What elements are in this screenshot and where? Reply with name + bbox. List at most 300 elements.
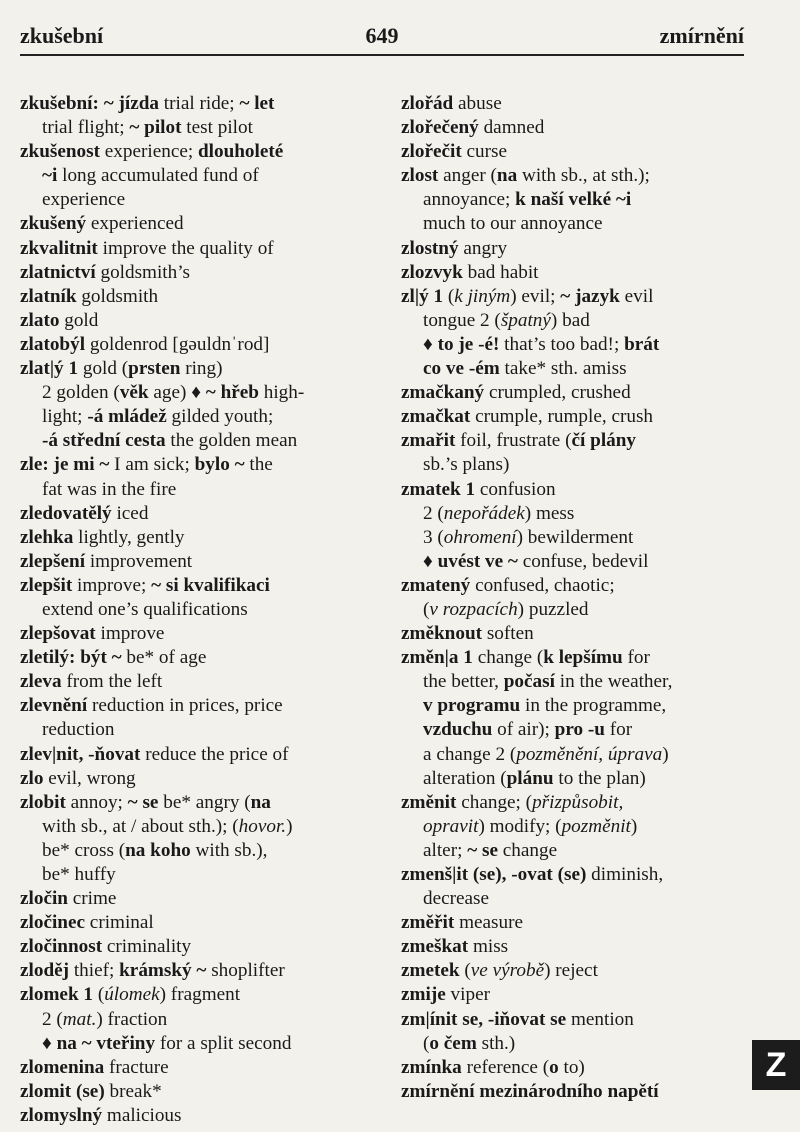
headword-text: krámský ~ bbox=[119, 960, 207, 982]
entry-continuation-line bbox=[20, 478, 368, 502]
definition-text: decrease bbox=[423, 888, 490, 910]
entry-line bbox=[401, 646, 749, 670]
page-number: 649 bbox=[365, 23, 399, 48]
label-text: ve výrobě bbox=[470, 960, 545, 982]
definition-text: trial flight; bbox=[42, 117, 130, 139]
entry-line bbox=[20, 526, 368, 550]
definition-text: confusion bbox=[475, 478, 556, 500]
entry-line bbox=[401, 574, 749, 598]
headword-text: zlo bbox=[20, 767, 44, 789]
headword-text: zmeškat bbox=[401, 936, 469, 958]
headword-text: zkušený bbox=[20, 213, 87, 235]
definition-text: ( bbox=[423, 1032, 430, 1054]
entry-continuation-line bbox=[401, 670, 749, 694]
definition-text: goldsmith bbox=[76, 285, 159, 307]
definition-text: crime bbox=[67, 888, 117, 910]
definition-text: evil bbox=[619, 285, 654, 307]
entry-continuation-line bbox=[401, 212, 749, 236]
definition-text: sth.) bbox=[476, 1032, 516, 1054]
headword-text: zlomit (se) bbox=[20, 1080, 105, 1102]
headword-text: zkušenost bbox=[20, 141, 100, 163]
entry-line bbox=[20, 935, 368, 959]
headword-text: zločin bbox=[20, 888, 68, 910]
entry-continuation-line bbox=[401, 598, 749, 622]
entry-line bbox=[401, 1080, 749, 1104]
entry-continuation-line bbox=[20, 188, 368, 212]
headword-text: ~ pilot bbox=[129, 117, 182, 139]
entry-line bbox=[20, 767, 368, 791]
definition-text: ) fragment bbox=[159, 984, 241, 1006]
definition-text: ( bbox=[459, 960, 471, 982]
header-rule bbox=[20, 54, 744, 56]
headword-text: zmije bbox=[401, 984, 446, 1006]
headword-text: zločinec bbox=[20, 912, 85, 934]
label-text: opravit bbox=[423, 815, 479, 837]
headword-text: zle: je mi ~ bbox=[20, 454, 110, 476]
definition-text: long accumulated fund of bbox=[57, 165, 259, 187]
definition-text: fat was in the fire bbox=[42, 478, 177, 500]
definition-text: ) bewilderment bbox=[516, 526, 634, 548]
headword-text: zmetek bbox=[401, 960, 460, 982]
entry-continuation-line bbox=[20, 116, 368, 140]
definition-text: anger ( bbox=[438, 165, 497, 187]
entry-line bbox=[401, 1008, 749, 1032]
label-text: mat. bbox=[62, 1008, 97, 1030]
definition-text: confused, chaotic; bbox=[470, 574, 615, 596]
definition-text: be* angry ( bbox=[158, 791, 251, 813]
label-text: pozměnit bbox=[561, 815, 631, 837]
entry-continuation-line bbox=[401, 743, 749, 767]
headword-text: zlořečený bbox=[401, 117, 479, 139]
definition-text: crumpled, crushed bbox=[484, 382, 631, 404]
entry-line bbox=[401, 92, 749, 116]
definition-text: experience; bbox=[99, 141, 198, 163]
definition-text: crumple, rumple, crush bbox=[470, 406, 654, 428]
definition-text: improve; bbox=[72, 574, 152, 596]
definition-text: from the left bbox=[61, 671, 163, 693]
headword-text: bylo ~ bbox=[194, 454, 245, 476]
headword-text: zmínka bbox=[401, 1056, 462, 1078]
headword-text: zmařit bbox=[401, 430, 456, 452]
headword-text: na bbox=[250, 791, 271, 813]
entry-continuation-line bbox=[20, 839, 368, 863]
definition-text: soften bbox=[482, 623, 534, 645]
entry-line bbox=[401, 478, 749, 502]
entry-line bbox=[401, 622, 749, 646]
headword-text: plánu bbox=[506, 767, 554, 789]
header-guide-word-right: zmírnění bbox=[659, 23, 744, 48]
headword-text: zleva bbox=[20, 671, 62, 693]
definition-text: test pilot bbox=[181, 117, 253, 139]
definition-text: in the weather, bbox=[554, 671, 673, 693]
headword-text: zmírnění mezinárodního napětí bbox=[401, 1080, 659, 1102]
entry-continuation-line bbox=[20, 381, 368, 405]
entry-line bbox=[401, 261, 749, 285]
headword-text: zlatník bbox=[20, 285, 77, 307]
entry-line bbox=[401, 911, 749, 935]
entry-continuation-line bbox=[401, 550, 749, 574]
entry-continuation-line bbox=[20, 1008, 368, 1032]
entry-continuation-line bbox=[401, 767, 749, 791]
entry-line bbox=[20, 502, 368, 526]
entry-continuation-line bbox=[401, 453, 749, 477]
headword-text: změn|a 1 bbox=[401, 647, 473, 669]
headword-text: -á střední cesta bbox=[42, 430, 166, 452]
headword-text: ~ let bbox=[239, 93, 275, 114]
definition-text: ♦ bbox=[42, 1032, 57, 1054]
left-column bbox=[20, 92, 368, 1128]
definition-text: bad habit bbox=[462, 261, 539, 283]
headword-text: počasí bbox=[503, 671, 555, 693]
entry-continuation-line bbox=[401, 815, 749, 839]
definition-text: annoyance; bbox=[423, 189, 516, 211]
definition-text: to) bbox=[558, 1056, 585, 1078]
headword-text: ~ hřeb bbox=[205, 382, 259, 404]
entry-line bbox=[20, 670, 368, 694]
headword-text: zlomyslný bbox=[20, 1104, 103, 1126]
definition-text: ) modify; ( bbox=[478, 815, 562, 837]
entry-line bbox=[20, 357, 368, 381]
entry-continuation-line bbox=[401, 188, 749, 212]
definition-text: fracture bbox=[104, 1056, 169, 1078]
definition-text: viper bbox=[445, 984, 490, 1006]
headword-text: to je -é! bbox=[437, 333, 500, 355]
definition-text: ring) bbox=[180, 358, 223, 380]
definition-text: gold ( bbox=[78, 358, 129, 380]
headword-text: zlepšení bbox=[20, 550, 86, 572]
headword-text: zm|ínit se, -iňovat se bbox=[401, 1008, 567, 1030]
definition-text: improvement bbox=[85, 550, 193, 572]
definition-text: that’s too bad!; bbox=[499, 333, 625, 355]
definition-text: ) reject bbox=[544, 960, 598, 982]
headword-text: na ~ vteřiny bbox=[56, 1032, 156, 1054]
headword-text: zmačkat bbox=[401, 406, 471, 428]
headword-text: ~ se bbox=[127, 791, 159, 813]
entry-line bbox=[20, 550, 368, 574]
definition-text: for bbox=[622, 647, 650, 669]
definition-text: reduction in prices, price bbox=[87, 695, 283, 717]
definition-text: to the plan) bbox=[553, 767, 646, 789]
headword-text: zlato bbox=[20, 309, 60, 331]
definition-text: alter; bbox=[423, 839, 468, 861]
page-header bbox=[20, 22, 744, 54]
definition-text: change; ( bbox=[456, 791, 533, 813]
headword-text: k naší velké ~i bbox=[515, 189, 632, 211]
headword-text: zkvalitnit bbox=[20, 237, 98, 259]
entry-continuation-line bbox=[401, 718, 749, 742]
entry-line bbox=[401, 863, 749, 887]
headword-text: změknout bbox=[401, 623, 483, 645]
headword-text: zmenš|it (se), -ovat (se) bbox=[401, 864, 587, 885]
entry-line bbox=[20, 1080, 368, 1104]
headword-text: pro -u bbox=[554, 719, 605, 741]
header-guide-word-left: zkušební bbox=[20, 23, 104, 48]
headword-text: zl|ý 1 bbox=[401, 285, 444, 307]
entry-line bbox=[20, 237, 368, 261]
definition-text: tongue 2 ( bbox=[423, 309, 501, 331]
entry-line bbox=[401, 405, 749, 429]
definition-text: abuse bbox=[453, 93, 502, 114]
entry-line bbox=[20, 983, 368, 1007]
definition-text: much to our annoyance bbox=[423, 213, 603, 235]
definition-text: improve bbox=[95, 623, 165, 645]
headword-text: zlomek 1 bbox=[20, 984, 94, 1006]
entry-continuation-line bbox=[20, 1032, 368, 1056]
definition-text: be* huffy bbox=[42, 864, 116, 885]
headword-text: k lepšímu bbox=[543, 647, 623, 669]
entry-continuation-line bbox=[401, 309, 749, 333]
definition-text: ( bbox=[423, 598, 430, 620]
definition-text: diminish, bbox=[586, 864, 664, 885]
label-text: nepořádek bbox=[443, 502, 525, 524]
definition-text: reduce the price of bbox=[140, 743, 289, 765]
headword-text: ~i bbox=[42, 165, 58, 187]
definition-text: trial ride; bbox=[158, 93, 240, 114]
headword-text: zlevnění bbox=[20, 695, 88, 717]
definition-text: ♦ bbox=[423, 550, 438, 572]
entry-continuation-line bbox=[20, 815, 368, 839]
entry-line bbox=[20, 646, 368, 670]
entry-continuation-line bbox=[401, 502, 749, 526]
definition-text: be* cross ( bbox=[42, 839, 126, 861]
label-text: hovor. bbox=[238, 815, 287, 837]
headword-text: na bbox=[496, 165, 518, 187]
definition-text: in the programme, bbox=[520, 695, 667, 717]
label-text: úlomek bbox=[104, 984, 160, 1006]
definition-text: ) bbox=[630, 815, 638, 837]
entry-continuation-line bbox=[401, 887, 749, 911]
headword-text: ~ se bbox=[467, 839, 498, 861]
headword-text: věk bbox=[119, 382, 149, 404]
headword-text: ~ jazyk bbox=[560, 285, 620, 307]
entry-line bbox=[20, 453, 368, 477]
entry-line bbox=[20, 887, 368, 911]
entry-line bbox=[401, 381, 749, 405]
definition-text: miss bbox=[468, 936, 509, 958]
entry-continuation-line bbox=[20, 718, 368, 742]
headword-text: o čem bbox=[429, 1032, 477, 1054]
entry-line bbox=[20, 140, 368, 164]
entry-line bbox=[401, 140, 749, 164]
definition-text: ) bbox=[662, 743, 669, 765]
definition-text: criminality bbox=[102, 936, 192, 958]
headword-text: zmatek 1 bbox=[401, 478, 476, 500]
entry-continuation-line bbox=[20, 429, 368, 453]
headword-text: čí plány bbox=[571, 430, 637, 452]
entry-line bbox=[20, 309, 368, 333]
entry-line bbox=[20, 333, 368, 357]
entry-line bbox=[20, 743, 368, 767]
definition-text: ) evil; bbox=[510, 285, 561, 307]
definition-text: confuse, bedevil bbox=[517, 550, 649, 572]
definition-text: the better, bbox=[423, 671, 504, 693]
headword-text: změnit bbox=[401, 791, 457, 813]
definition-text: gilded youth; bbox=[166, 406, 274, 428]
entry-continuation-line bbox=[401, 333, 749, 357]
definition-text: alteration ( bbox=[423, 767, 507, 789]
headword-text: zmačkaný bbox=[401, 382, 485, 404]
entry-line bbox=[20, 694, 368, 718]
headword-text: uvést ve ~ bbox=[437, 550, 518, 572]
entry-line bbox=[401, 935, 749, 959]
headword-text: zloděj bbox=[20, 960, 70, 982]
entry-line bbox=[401, 983, 749, 1007]
definition-text: ) bbox=[286, 815, 293, 837]
definition-text: reference ( bbox=[461, 1056, 550, 1078]
definition-text: be* of age bbox=[121, 647, 207, 669]
definition-text: age) ♦ bbox=[148, 382, 206, 404]
definition-text: goldsmith’s bbox=[95, 261, 191, 283]
headword-text: zlozvyk bbox=[401, 261, 463, 283]
headword-text: zlomenina bbox=[20, 1056, 105, 1078]
entry-line bbox=[20, 622, 368, 646]
definition-text: high- bbox=[258, 382, 305, 404]
definition-text: 2 golden ( bbox=[42, 382, 120, 404]
definition-text: damned bbox=[478, 117, 545, 139]
definition-text: curse bbox=[461, 141, 507, 163]
entry-line bbox=[401, 429, 749, 453]
headword-text: -á mládež bbox=[87, 406, 167, 428]
entry-continuation-line bbox=[401, 1032, 749, 1056]
entry-line bbox=[20, 911, 368, 935]
entry-continuation-line bbox=[20, 405, 368, 429]
headword-text: změřit bbox=[401, 912, 455, 934]
definition-text: 2 ( bbox=[42, 1008, 63, 1030]
definition-text: with sb., at sth.); bbox=[517, 165, 650, 187]
headword-text: zmatený bbox=[401, 574, 471, 596]
headword-text: brát bbox=[624, 333, 660, 355]
entry-line bbox=[20, 574, 368, 598]
headword-text: dlouholeté bbox=[197, 141, 284, 163]
headword-text: ~ si kvalifikaci bbox=[151, 574, 270, 596]
entry-line bbox=[401, 791, 749, 815]
headword-text: prsten bbox=[128, 358, 181, 380]
definition-text: ♦ bbox=[423, 333, 438, 355]
definition-text: ( bbox=[93, 984, 105, 1006]
definition-text: extend one’s qualifications bbox=[42, 598, 248, 620]
label-text: k jiným bbox=[454, 285, 511, 307]
definition-text: a change 2 ( bbox=[423, 743, 517, 765]
definition-text: 2 ( bbox=[423, 502, 444, 524]
headword-text: zkušební: ~ jízda bbox=[20, 93, 159, 114]
entry-continuation-line bbox=[401, 694, 749, 718]
headword-text: zlepšovat bbox=[20, 623, 96, 645]
label-text: špatný bbox=[500, 309, 551, 331]
definition-text: experience bbox=[42, 189, 126, 211]
definition-text: for a split second bbox=[155, 1032, 292, 1054]
definition-text: I am sick; bbox=[109, 454, 195, 476]
entry-line bbox=[20, 285, 368, 309]
definition-text: the bbox=[244, 454, 273, 476]
entry-line bbox=[20, 791, 368, 815]
definition-text: ) puzzled bbox=[517, 598, 589, 620]
definition-text: criminal bbox=[85, 912, 154, 934]
definition-text: goldenrod [gəuldnˈrod] bbox=[85, 333, 270, 355]
headword-text: zlehka bbox=[20, 526, 74, 548]
entry-line bbox=[401, 285, 749, 309]
definition-text: change ( bbox=[472, 647, 544, 669]
headword-text: vzduchu bbox=[423, 719, 493, 741]
definition-text: shoplifter bbox=[206, 960, 285, 982]
entry-continuation-line bbox=[20, 164, 368, 188]
headword-text: zlatnictví bbox=[20, 261, 96, 283]
definition-text: foil, frustrate ( bbox=[455, 430, 572, 452]
headword-text: zlořád bbox=[401, 93, 454, 114]
right-column bbox=[401, 92, 749, 1104]
definition-text: the golden mean bbox=[165, 430, 298, 452]
entry-line bbox=[401, 164, 749, 188]
definition-text: take* sth. amiss bbox=[499, 358, 627, 380]
definition-text: of air); bbox=[492, 719, 555, 741]
definition-text: ) fraction bbox=[96, 1008, 168, 1030]
entry-line bbox=[20, 261, 368, 285]
definition-text: ) bad bbox=[550, 309, 590, 331]
headword-text: zlev|nit, -ňovat bbox=[20, 743, 141, 765]
entry-continuation-line bbox=[20, 863, 368, 887]
definition-text: light; bbox=[42, 406, 88, 428]
headword-text: zlepšit bbox=[20, 574, 73, 596]
entry-line bbox=[20, 959, 368, 983]
definition-text: improve the quality of bbox=[97, 237, 274, 259]
definition-text: sb.’s plans) bbox=[423, 454, 510, 476]
entry-continuation-line bbox=[401, 839, 749, 863]
entry-line bbox=[20, 212, 368, 236]
headword-text: zledovatělý bbox=[20, 502, 112, 524]
entry-line bbox=[401, 959, 749, 983]
definition-text: ) mess bbox=[524, 502, 575, 524]
headword-text: zlobit bbox=[20, 791, 66, 813]
headword-text: zlostný bbox=[401, 237, 459, 259]
definition-text: measure bbox=[454, 912, 523, 934]
headword-text: v programu bbox=[423, 695, 521, 717]
definition-text: iced bbox=[111, 502, 149, 524]
headword-text: zlořečit bbox=[401, 141, 462, 163]
definition-text: annoy; bbox=[65, 791, 128, 813]
definition-text: break* bbox=[104, 1080, 162, 1102]
entry-continuation-line bbox=[401, 357, 749, 381]
definition-text: lightly, gently bbox=[73, 526, 185, 548]
entry-line bbox=[20, 1056, 368, 1080]
entry-continuation-line bbox=[20, 598, 368, 622]
headword-text: zletilý: být ~ bbox=[20, 647, 122, 669]
definition-text: angry bbox=[458, 237, 508, 259]
headword-text: zlat|ý 1 bbox=[20, 358, 79, 380]
definition-text: gold bbox=[59, 309, 99, 331]
label-text: pozměnění, úprava bbox=[516, 743, 663, 765]
headword-text: o bbox=[549, 1056, 559, 1078]
entry-continuation-line bbox=[401, 526, 749, 550]
headword-text: co ve -ém bbox=[423, 358, 500, 380]
label-text: ohromení bbox=[443, 526, 517, 548]
definition-text: mention bbox=[566, 1008, 634, 1030]
definition-text: thief; bbox=[69, 960, 120, 982]
headword-text: zlost bbox=[401, 165, 439, 187]
definition-text: 3 ( bbox=[423, 526, 444, 548]
headword-text: zlatobýl bbox=[20, 333, 86, 355]
entry-line bbox=[401, 237, 749, 261]
definition-text: reduction bbox=[42, 719, 115, 741]
label-text: v rozpacích bbox=[429, 598, 518, 620]
definition-text: ( bbox=[443, 285, 455, 307]
definition-text: change bbox=[497, 839, 558, 861]
headword-text: na koho bbox=[125, 839, 191, 861]
thumb-index-tab: Z bbox=[752, 1040, 800, 1090]
definition-text: evil, wrong bbox=[43, 767, 136, 789]
definition-text: experienced bbox=[86, 213, 184, 235]
entry-line bbox=[401, 116, 749, 140]
entry-line bbox=[401, 1056, 749, 1080]
definition-text: for bbox=[604, 719, 633, 741]
